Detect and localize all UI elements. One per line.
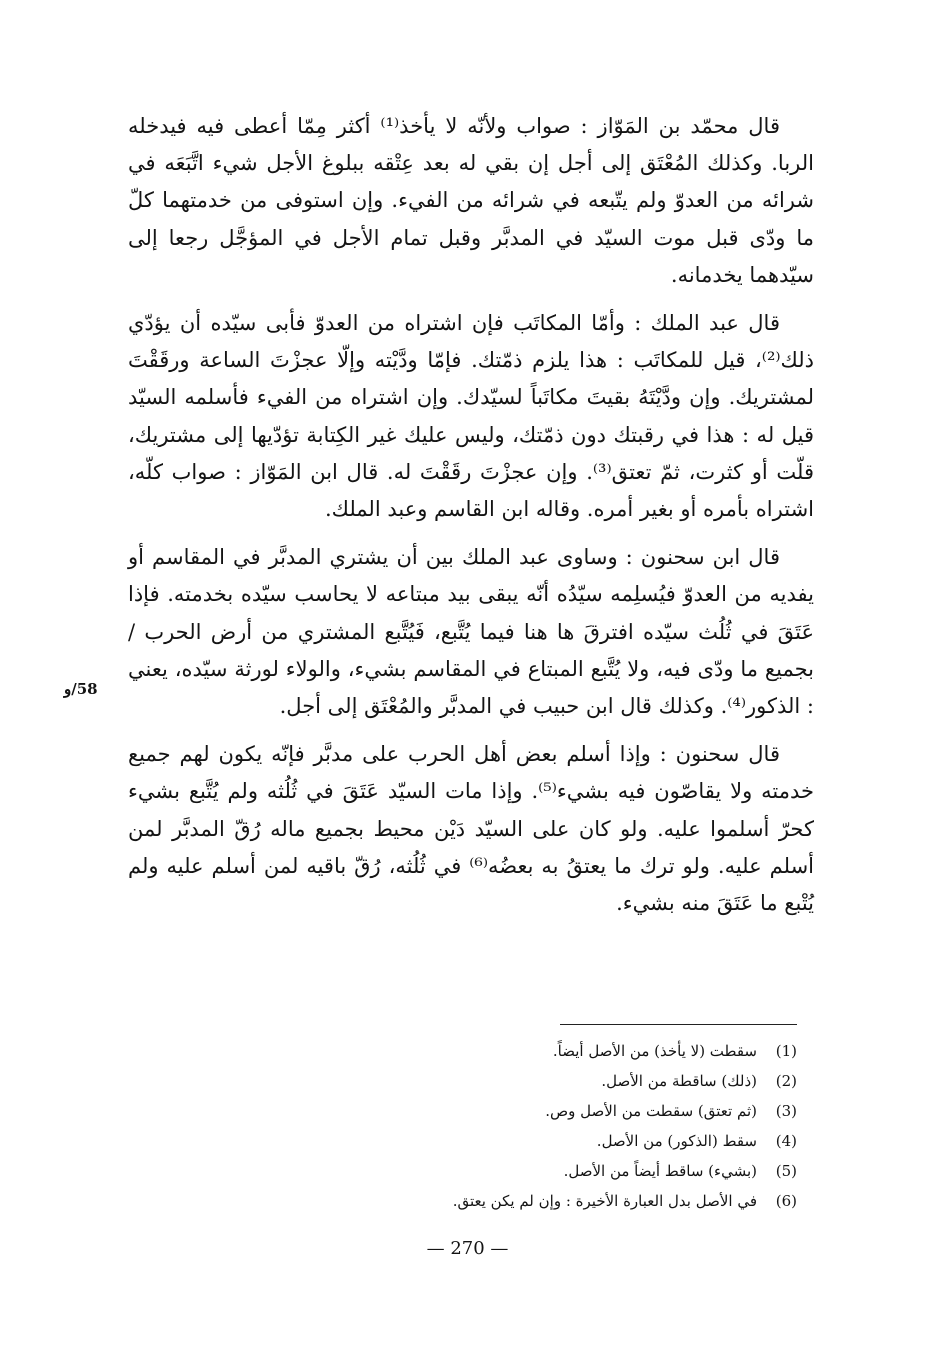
footnote-number: (6) [775, 1192, 797, 1210]
paragraph: قال ابن سحنون : وساوى عبد الملك بين أن يشتري المدبَّر في المقاسم أو يفديه من العدوّ فيُسلِمه سيّدُه أنّه يبقى بيد مبتاعه لا يحاسب سيّده بخدمته. فإذا عَتَقَ في ثُلُث سيّده افترقَ ها هنا فيما يُتَّبع، فَيُتَّبع المشتري من أرض الحرب / بجميع ما ودّى فيه، ولا يُتَّبع المبتاع في المقاسم بشيء، والولاء لورثة سيّده، يعني : الذكور⁽⁴⁾. وكذلك قال ابن حبيب في المدبَّر والمُعْتَق إلى أجل. [128, 545, 814, 719]
footnote-text: سقطت (لا يأخذ) من الأصل أيضاً. [552, 1042, 757, 1060]
footnote [237, 1156, 797, 1186]
footnote-text: في الأصل بدل العبارة الأخيرة : وإن لم يكن يعتق. [452, 1192, 757, 1210]
footnote-text: (ثم تعتق) سقطت من الأصل وص. [545, 1102, 757, 1120]
page-number: — 270 — [426, 1238, 509, 1259]
footnote-divider [560, 1024, 797, 1025]
footnote [237, 1126, 797, 1156]
footnote-number: (2) [775, 1072, 797, 1090]
footnote [237, 1036, 797, 1066]
footnote-number: (5) [775, 1162, 797, 1180]
paragraph: قال عبد الملك : وأمّا المكاتَب فإن اشتراه من العدوّ فأبى سيّده أن يؤدّي ذلك⁽²⁾، قيل للمكاتَب : هذا يلزم ذمّتك. فإمّا ودَّيْته وإلّا عجزْتَ الساعة ورقَقْتَ لمشتريك. وإن ودَّيْتَهُ بقيتَ مكاتَباً لسيّدك. وإن اشتراه من الفيء فأسلمه السيّد قيل له : هذا في رقبتك دون ذمّتك، وليس عليك غير الكِتابة تؤدّيها إلى مشتريك، قلّت أو كثرت، ثمّ تعتق⁽³⁾. وإن عجزْتَ رقَقْتَ له. قال ابن المَوّاز : صواب كلّه، اشتراه بأمره أو بغير أمره. وقاله ابن القاسم وعبد الملك. [128, 311, 814, 522]
paragraph: قال سحنون : وإذا أسلم بعض أهل الحرب على مدبَّر فإنّه يكون لهم جميع خدمته ولا يقاصّون فيه بشيء⁽⁵⁾. وإذا مات السيّد عَتَقَ في ثُلُثه ولم يُتَّبع بشيء كحرّ أسلموا عليه. ولو كان على السيّد دَيْن محيط بجميع ماله رُقّ المدبَّر لمن أسلم عليه. ولو ترك ما يعتقُ به بعضُه⁽⁶⁾ في ثُلُثه، رُقّ باقيه لمن أسلم عليه ولم يُتْبع ما عَتَقَ منه بشيء. [128, 742, 814, 916]
footnote-text: سقط (الذكور) من الأصل. [596, 1132, 757, 1150]
paragraph: قال محمّد بن المَوّاز : صواب ولأنّه لا يأخذ⁽¹⁾ أكثر مِمّا أعطى فيه فيدخله الربا. وكذلك المُعْتَق إلى أجل إن بقي له بعد عِتْقه ببلوغ الأجل شيء اتَّبَعَه في شرائه من العدوّ ولم يتّبعه في شرائه من الفيء. وإن استوفى من خدمتهما كلّ ما ودّى قبل موت السيّد في المدبَّر وقبل تمام الأجل في المؤجَّل رجعا إلى سيّدهما يخدمانه. [128, 114, 814, 287]
footnotes [237, 1036, 797, 1216]
footnote [237, 1186, 797, 1216]
footnote-text: (بشيء) ساقط أيضاً من الأصل. [563, 1162, 757, 1180]
folio-margin-note: 58/و [64, 680, 98, 698]
footnote-number: (3) [775, 1102, 797, 1120]
footnote-number: (4) [775, 1132, 797, 1150]
footnote-number: (1) [775, 1042, 797, 1060]
footnote [237, 1066, 797, 1096]
footnote-text: (ذلك) ساقطة من الأصل. [601, 1072, 757, 1090]
footnote [237, 1096, 797, 1126]
main-text [128, 108, 814, 922]
